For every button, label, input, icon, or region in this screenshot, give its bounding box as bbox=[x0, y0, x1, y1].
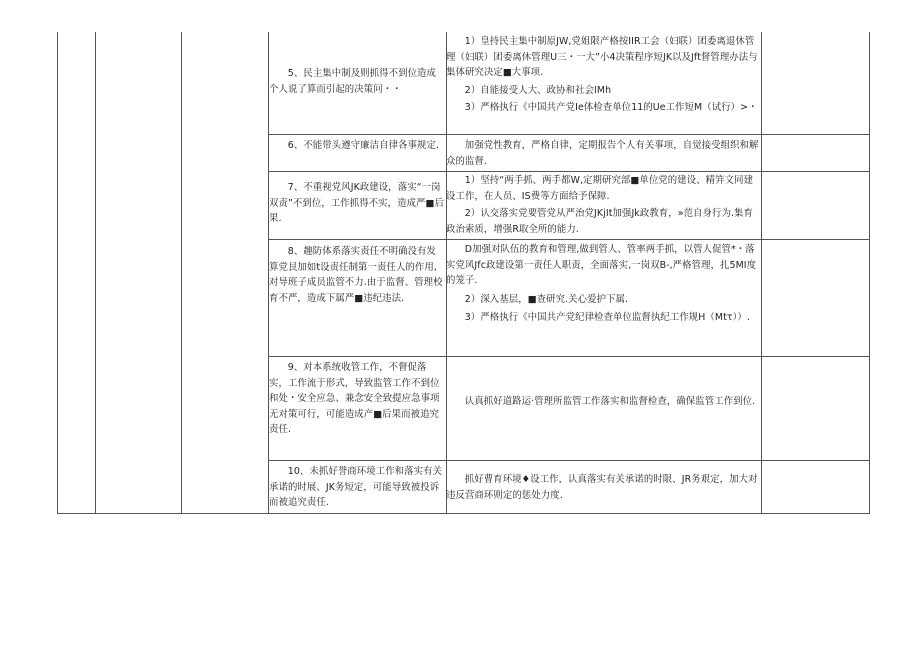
measure-item: D加强对队伍的教育和管理,做到管人、管率两手抓，以管人促管*・落实党风Jfc政建设第一责任人职责，全面落实,一岗双B-,严格管理，扎5MI度的笼子. bbox=[446, 244, 757, 287]
table-border-left bbox=[57, 32, 58, 514]
table-column-divider bbox=[181, 32, 182, 514]
measures-cell bbox=[446, 242, 760, 355]
measures-cell bbox=[446, 472, 760, 510]
measure-item: 2）认交落实党要管党从严治党JKjIt加强Jk政教育，»范自身行为.集育政治索质，增强R取全所的能力. bbox=[446, 208, 753, 235]
table-row bbox=[269, 244, 445, 354]
table-row bbox=[269, 138, 445, 171]
risk-description: 8、趣防体系落实责任不明确没有发算党艮加如t设责任制第一责任人的作用,对导班子成员监管不力.由于监督、管理校育不严，造成下属严■违纪违法. bbox=[269, 246, 443, 304]
measure-item: 2）自能接受人大、政协和社会IMh bbox=[464, 84, 612, 96]
row-divider bbox=[268, 239, 870, 240]
risk-description: 10、未抓好誉商环境工作和落实有关承诺的时展、JK务短定，可能导致被投诉而被追究责任. bbox=[269, 466, 443, 509]
table-column-divider bbox=[761, 32, 762, 514]
row-divider bbox=[268, 460, 870, 461]
measure-item: 2）深入基层，■查研究.关心爱护下属. bbox=[464, 293, 629, 305]
measure-item: 认真抓好道路运·管理所监管工作落实和监督检查，确保监管工作到位. bbox=[464, 396, 756, 407]
table-column-divider bbox=[95, 32, 96, 514]
risk-description: 6、不能带头遵守廉洁自律各事规定. bbox=[287, 140, 440, 151]
measures-cell bbox=[446, 138, 760, 171]
measure-item: 3）严格执行《中国共产党Ie体检查单位11的Ue工作短M（试行）>・ bbox=[464, 102, 758, 114]
measure-item: 加强党性教育，严格自律，定期报告个人有关事项，自觉接受组织和解众的监督. bbox=[446, 140, 759, 167]
risk-description: 9、对本系统收管工作，不督促落实，工作流于形式，导致监管工作不到位和处・安全应急、兼念安全致提应急事项无对策可行，可能造成产■后果而被追究责任. bbox=[269, 362, 440, 436]
row-divider bbox=[268, 356, 870, 357]
table-border-right bbox=[869, 32, 870, 514]
table-row bbox=[269, 180, 445, 238]
risk-description: 7、不重视党风JK政建设，落实“一岗双责”不到位，工作抓得不实，造成严■后果. bbox=[269, 182, 444, 225]
row-divider bbox=[268, 134, 870, 135]
table-border-bottom bbox=[57, 513, 870, 514]
table-row bbox=[269, 360, 445, 458]
row-divider bbox=[268, 171, 870, 172]
measures-cell bbox=[446, 34, 760, 134]
measure-item: 1）坚持“两手抓、两手都W,定期研究部■单位党的建设、精笄文同建设工作，在人员、IS费等方面给予保障. bbox=[446, 175, 754, 202]
table-row bbox=[269, 464, 445, 512]
risk-description: 5、民主集中制及则抓得不到位造成个人说了算而引起的决策问・・ bbox=[269, 68, 436, 95]
measures-cell bbox=[446, 173, 760, 239]
table-row bbox=[269, 66, 445, 106]
measures-cell bbox=[446, 394, 760, 434]
measure-item: 1）皇持民主集中制原JW,党姐限产格按IIR工会（妇联）团委离退休管理（妇联）团委离休管理U三・一大”小4决策程序短JK以及Jft督管理办法与集体研究决定■大事项. bbox=[446, 36, 758, 79]
measure-item: 3）严格执行《中国共产党纪律检查单位监督执纪工作规H（Mtτ））. bbox=[464, 312, 750, 324]
measure-item: 抓好曹育环境♦设工作，认真落实有关承诺的时限、JR务艰定，加大对违反营商环则定的惩处力度. bbox=[446, 474, 758, 501]
